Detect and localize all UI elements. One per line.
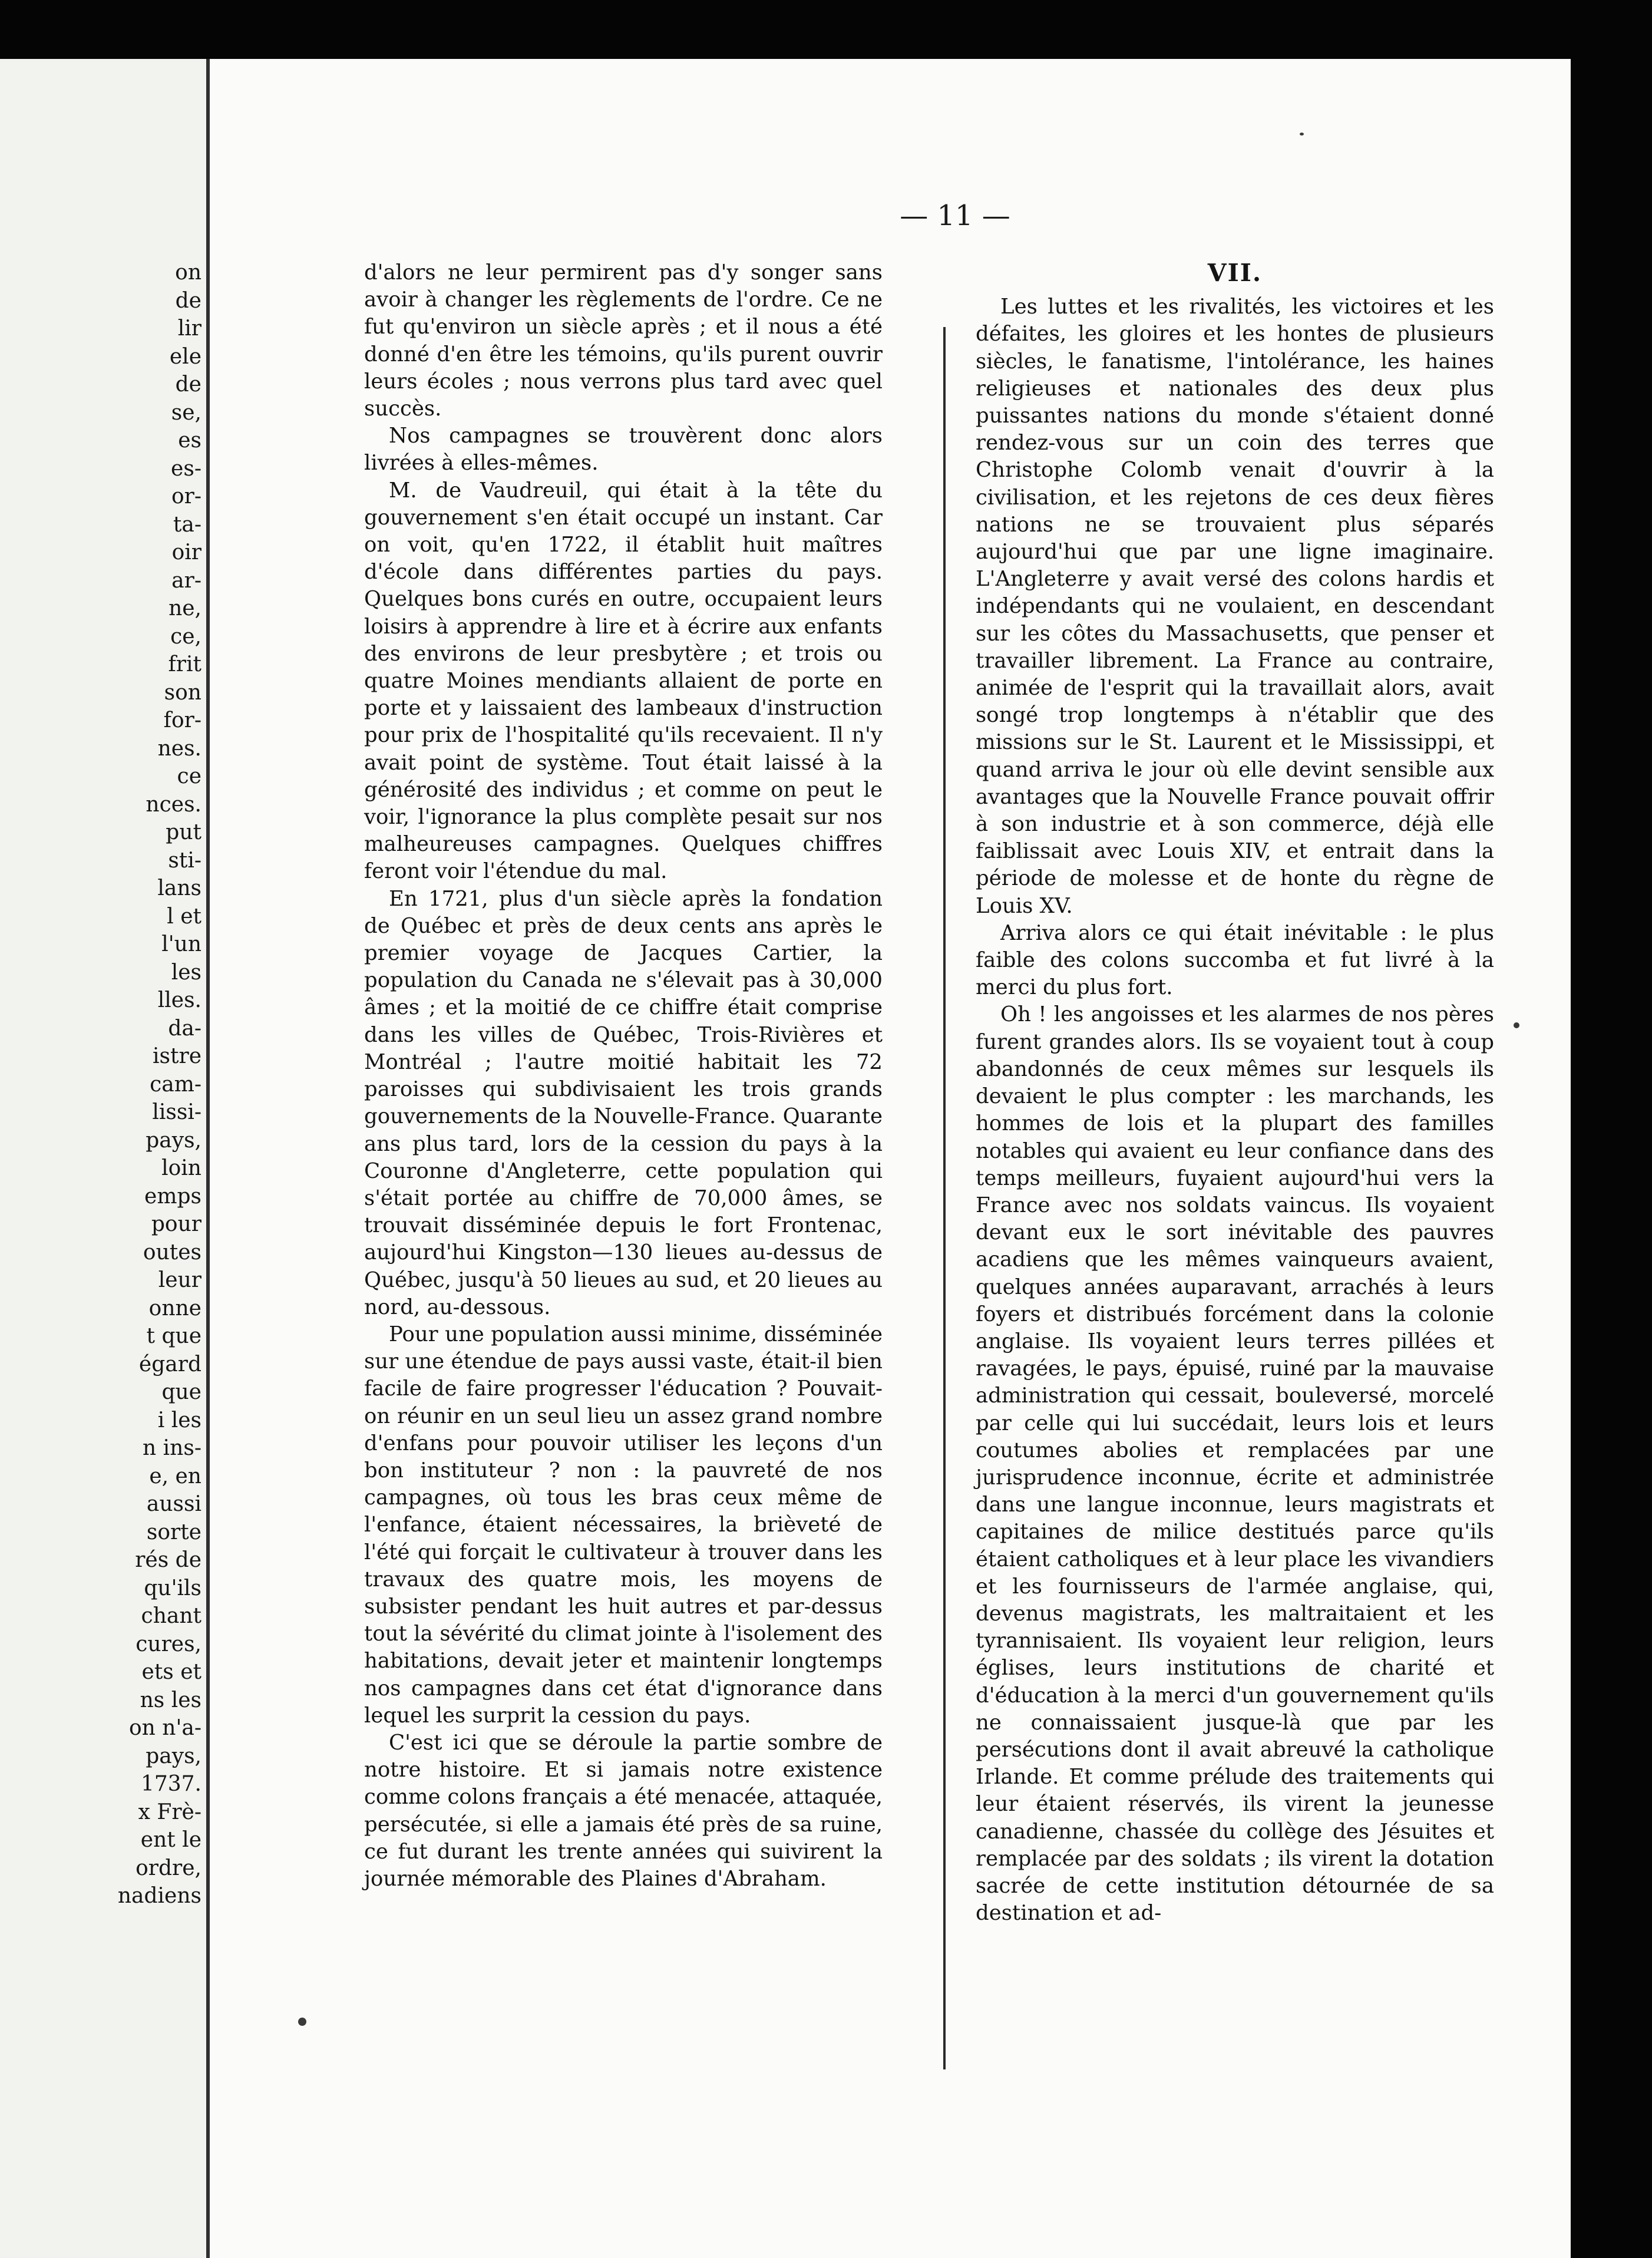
- paragraph: C'est ici que se déroule la partie sombre de notre histoire. Et si jamais notre existence comme colons français a été menacée, attaquée, persécutée, si elle a jamais été près de sa ruine, ce fut durant les trente années qui suivirent la journée mémorable des Plaines d'Abraham.: [364, 1730, 883, 1891]
- column-rule: [943, 327, 946, 2069]
- previous-page-fragment: de: [175, 288, 201, 313]
- previous-page-fragment: lans: [157, 876, 201, 900]
- previous-page-fragment: onne: [148, 1296, 201, 1321]
- paragraph: Oh ! les angoisses et les alarmes de nos pères furent grandes alors. Ils se voyaient tout à coup abandonnés de ceux mêmes sur lesquels ils devaient le plus compter : les marchands, les hommes de lois et la plupart des familles notables qui avaient eu leur confiance dans des temps meilleurs, fuyaient aujourd'hui vers la France avec nos soldats vaincus. Ils voyaient devant eux le sort inévitable des pauvres acadiens que les mêmes vainqueurs avaient, quelques années auparavant, arrachés à leurs foyers et distribués forcément dans la colonie anglaise. Ils voyaient leurs terres pillées et ravagées, le pays, épuisé, ruiné par la mauvaise administration qui cessait, bouleversé, morcelé par celle qui lui succédait, leurs lois et leurs coutumes abolies et remplacées par une jurisprudence inconnue, écrite et administrée dans une langue inconnue, leurs magistrats et capitaines de milice destitués parce qu'ils étaient catholiques et à leur place les vivandiers et les fournisseurs de l'armée anglaise, qui, devenus magistrats, les maltraitaient et les tyrannisaient. Ils voyaient leur religion, leurs églises, leurs institutions de charité et d'éducation à la merci d'un gouvernement qu'ils ne connaissaient jusque-là que par les persécutions dont il avait abreuvé la catholique Irlande. Et comme prélude des traitements qui leur étaient réservés, ils virent la jeunesse canadienne, chassée du collège des Jésuites et remplacée par des soldats ; ils virent la dotation sacrée de cette institution détournée de sa destination et ad-: [976, 1002, 1494, 1926]
- section-heading: VII.: [1207, 259, 1263, 287]
- page-number: — 11 —: [900, 199, 1010, 232]
- scan-border: [1571, 0, 1652, 2258]
- previous-page-fragment: aussi: [146, 1492, 201, 1516]
- paragraph: Nos campagnes se trouvèrent donc alors livrées à elles-mêmes.: [364, 424, 883, 476]
- previous-page-fragment: nadiens: [117, 1884, 201, 1908]
- previous-page-fragment: son: [164, 680, 201, 705]
- previous-page-fragment: ce,: [170, 624, 201, 649]
- previous-page-fragment: lir: [177, 316, 201, 341]
- previous-page-fragment: or-: [171, 484, 201, 509]
- previous-page-fragment: 1737.: [140, 1772, 201, 1796]
- paragraph: d'alors ne leur permirent pas d'y songer sans avoir à changer les règlements de l'ordre. Ce ne fut qu'environ un siècle après ; et il nous a été donné d'en être les témoins, qu'ils purent ouvrir leurs écoles ; nous verrons plus tard avec quel succès.: [364, 260, 883, 421]
- previous-page-fragment: e, en: [149, 1464, 201, 1488]
- paragraph: M. de Vaudreuil, qui était à la tête du gouvernement s'en était occupé un instant. Car on voit, qu'en 1722, il établit huit maîtres d'école dans différentes parties du pays. Quelques bons curés en outre, occupaient leurs loisirs à apprendre à lire et à écrire aux enfants des environs de leur presbytère ; et trois ou quatre Moines mendiants allaient de porte en porte et y laissaient des lambeaux d'instruction pour prix de l'hospitalité qu'ils recevaient. Il n'y avait point de système. Tout était laissé à la générosité des individus ; et comme on peut le voir, l'ignorance la plus complète pesait sur nos malheureuses campagnes. Quelques chiffres feront voir l'étendue du mal.: [364, 478, 883, 884]
- previous-page-fragment: lles.: [157, 988, 201, 1012]
- previous-page-fragment: es: [178, 428, 201, 453]
- previous-page-fragment: chant: [141, 1604, 201, 1628]
- right-column: [976, 259, 1494, 1927]
- previous-page-fragment: qu'ils: [144, 1576, 201, 1600]
- previous-page-fragment: pour: [151, 1212, 201, 1236]
- paragraph: Pour une population aussi minime, disséminée sur une étendue de pays aussi vaste, était-il bien facile de faire progresser l'éducation ? Pouvait-on réunir en un seul lieu un assez grand nombre d'enfans pour pouvoir utiliser les leçons d'un bon instituteur ? non : la pauvreté de nos campagnes, où tous les bras ceux même de l'enfance, étaient nécessaires, la brièveté de l'été qui forçait le cultivateur à trouver dans les travaux des quatre mois, les moyens de subsister pendant les huit autres et par-dessus tout la sévérité du climat jointe à l'isolement des habitations, devait jeter et maintenir longtemps nos campagnes dans cet état d'ignorance dans lequel les surprit la cession du pays.: [364, 1322, 883, 1728]
- previous-page-fragment: outes: [143, 1240, 201, 1265]
- previous-page-fragment: nes.: [157, 736, 201, 761]
- paper-speck: [1300, 133, 1304, 136]
- previous-page-fragment: leur: [158, 1268, 201, 1292]
- previous-page-fragment: égard: [138, 1352, 201, 1376]
- previous-page-fragment: loin: [161, 1156, 201, 1180]
- previous-page-fragment: es-: [171, 456, 201, 481]
- previous-page-fragment: sorte: [146, 1520, 201, 1544]
- previous-page-fragment: rés de: [135, 1548, 201, 1572]
- previous-page-fragment: l'un: [161, 932, 201, 956]
- previous-page-fragment: i les: [157, 1408, 201, 1432]
- previous-page-fragment: ns les: [140, 1688, 201, 1712]
- previous-page-fragment: cam-: [150, 1072, 201, 1097]
- previous-page-fragment: ets et: [141, 1660, 201, 1684]
- previous-page-fragment: oir: [171, 540, 201, 564]
- paper-speck: [1514, 1022, 1519, 1028]
- paper-speck: [298, 2018, 306, 2026]
- previous-page-fragment: les: [171, 960, 201, 985]
- previous-page-fragment: cures,: [136, 1632, 201, 1656]
- previous-page-fragment: ta-: [173, 512, 201, 537]
- previous-page-fragment: frit: [168, 652, 201, 676]
- previous-page-fragment: put: [166, 820, 201, 844]
- left-column: [364, 259, 883, 1893]
- previous-page-fragment: pays,: [146, 1128, 201, 1153]
- previous-page-fragment: for-: [163, 708, 201, 732]
- previous-page-fragment: nces.: [146, 792, 201, 817]
- page: [210, 59, 1571, 2258]
- previous-page-fragment: l et: [167, 904, 201, 929]
- previous-page-fragment: se,: [171, 400, 201, 425]
- previous-page-fragment: n ins-: [143, 1436, 201, 1460]
- previous-page-fragment: sti-: [168, 848, 201, 873]
- previous-page-fragment: de: [175, 372, 201, 397]
- previous-page-fragment: pays,: [146, 1744, 201, 1768]
- previous-page-fragment: ce: [177, 764, 201, 788]
- previous-page-fragment: ne,: [168, 596, 201, 620]
- previous-page-fragment: da-: [168, 1016, 201, 1041]
- previous-page-fragment: x Frè-: [138, 1800, 201, 1824]
- previous-page-fragment: ordre,: [136, 1856, 201, 1880]
- previous-page-fragment: t que: [146, 1324, 201, 1348]
- previous-page-fragment: on: [175, 260, 201, 285]
- previous-page-fragment: emps: [144, 1184, 201, 1209]
- previous-page-fragment: istre: [153, 1044, 201, 1068]
- paragraph: Les luttes et les rivalités, les victoires et les défaites, les gloires et les hontes de plusieurs siècles, le fanatisme, l'intolérance, les haines religieuses et nationales des deux plus puissantes nations du monde s'étaient donné rendez-vous sur un coin des terres que Christophe Colomb venait d'ouvrir à la civilisation, et les rejetons de ces deux fières nations ne se trouvaient plus séparés aujourd'hui que par une ligne imaginaire. L'Angleterre y avait versé des colons hardis et indépendants qui ne voulaient, en descendant sur les côtes du Massachusetts, que penser et travailler librement. La France au contraire, animée de l'esprit qui la travaillait alors, avait songé trop longtemps à n'établir que des missions sur le St. Laurent et le Mississippi, et quand arriva le jour où elle devint sensible aux avantages que la Nouvelle France pouvait offrir à son industrie et à son commerce, déjà elle faiblissait avec Louis XIV, et entrait dans la période de molesse et de honte du règne de Louis XV.: [976, 295, 1494, 918]
- paragraph: En 1721, plus d'un siècle après la fondation de Québec et près de deux cents ans après le premier voyage de Jacques Cartier, la population du Canada ne s'élevait pas à 30,000 âmes ; et la moitié de ce chiffre était comprise dans les villes de Québec, Trois-Rivières et Montréal ; l'autre moitié habitait les 72 paroisses qui subdivisaient les trois grands gouvernements de la Nouvelle-France. Quarante ans plus tard, lors de la cession du pays à la Couronne d'Angleterre, cette population qui s'était portée au chiffre de 70,000 âmes, se trouvait disséminée depuis le fort Frontenac, aujourd'hui Kingston—130 lieues au-dessus de Québec, jusqu'à 50 lieues au sud, et 20 lieues au nord, au-dessous.: [364, 886, 883, 1319]
- previous-page-edge: [0, 59, 206, 2258]
- paragraph: Arriva alors ce qui était inévitable : le plus faible des colons succomba et fut livré à la merci du plus fort.: [976, 920, 1494, 1000]
- previous-page-fragment: ele: [169, 344, 201, 369]
- previous-page-fragment: ar-: [171, 568, 201, 593]
- previous-page-fragment: ent le: [140, 1828, 201, 1852]
- previous-page-fragment: lissi-: [152, 1100, 201, 1124]
- previous-page-fragment: que: [161, 1380, 201, 1404]
- previous-page-fragment: on n'a-: [128, 1716, 201, 1740]
